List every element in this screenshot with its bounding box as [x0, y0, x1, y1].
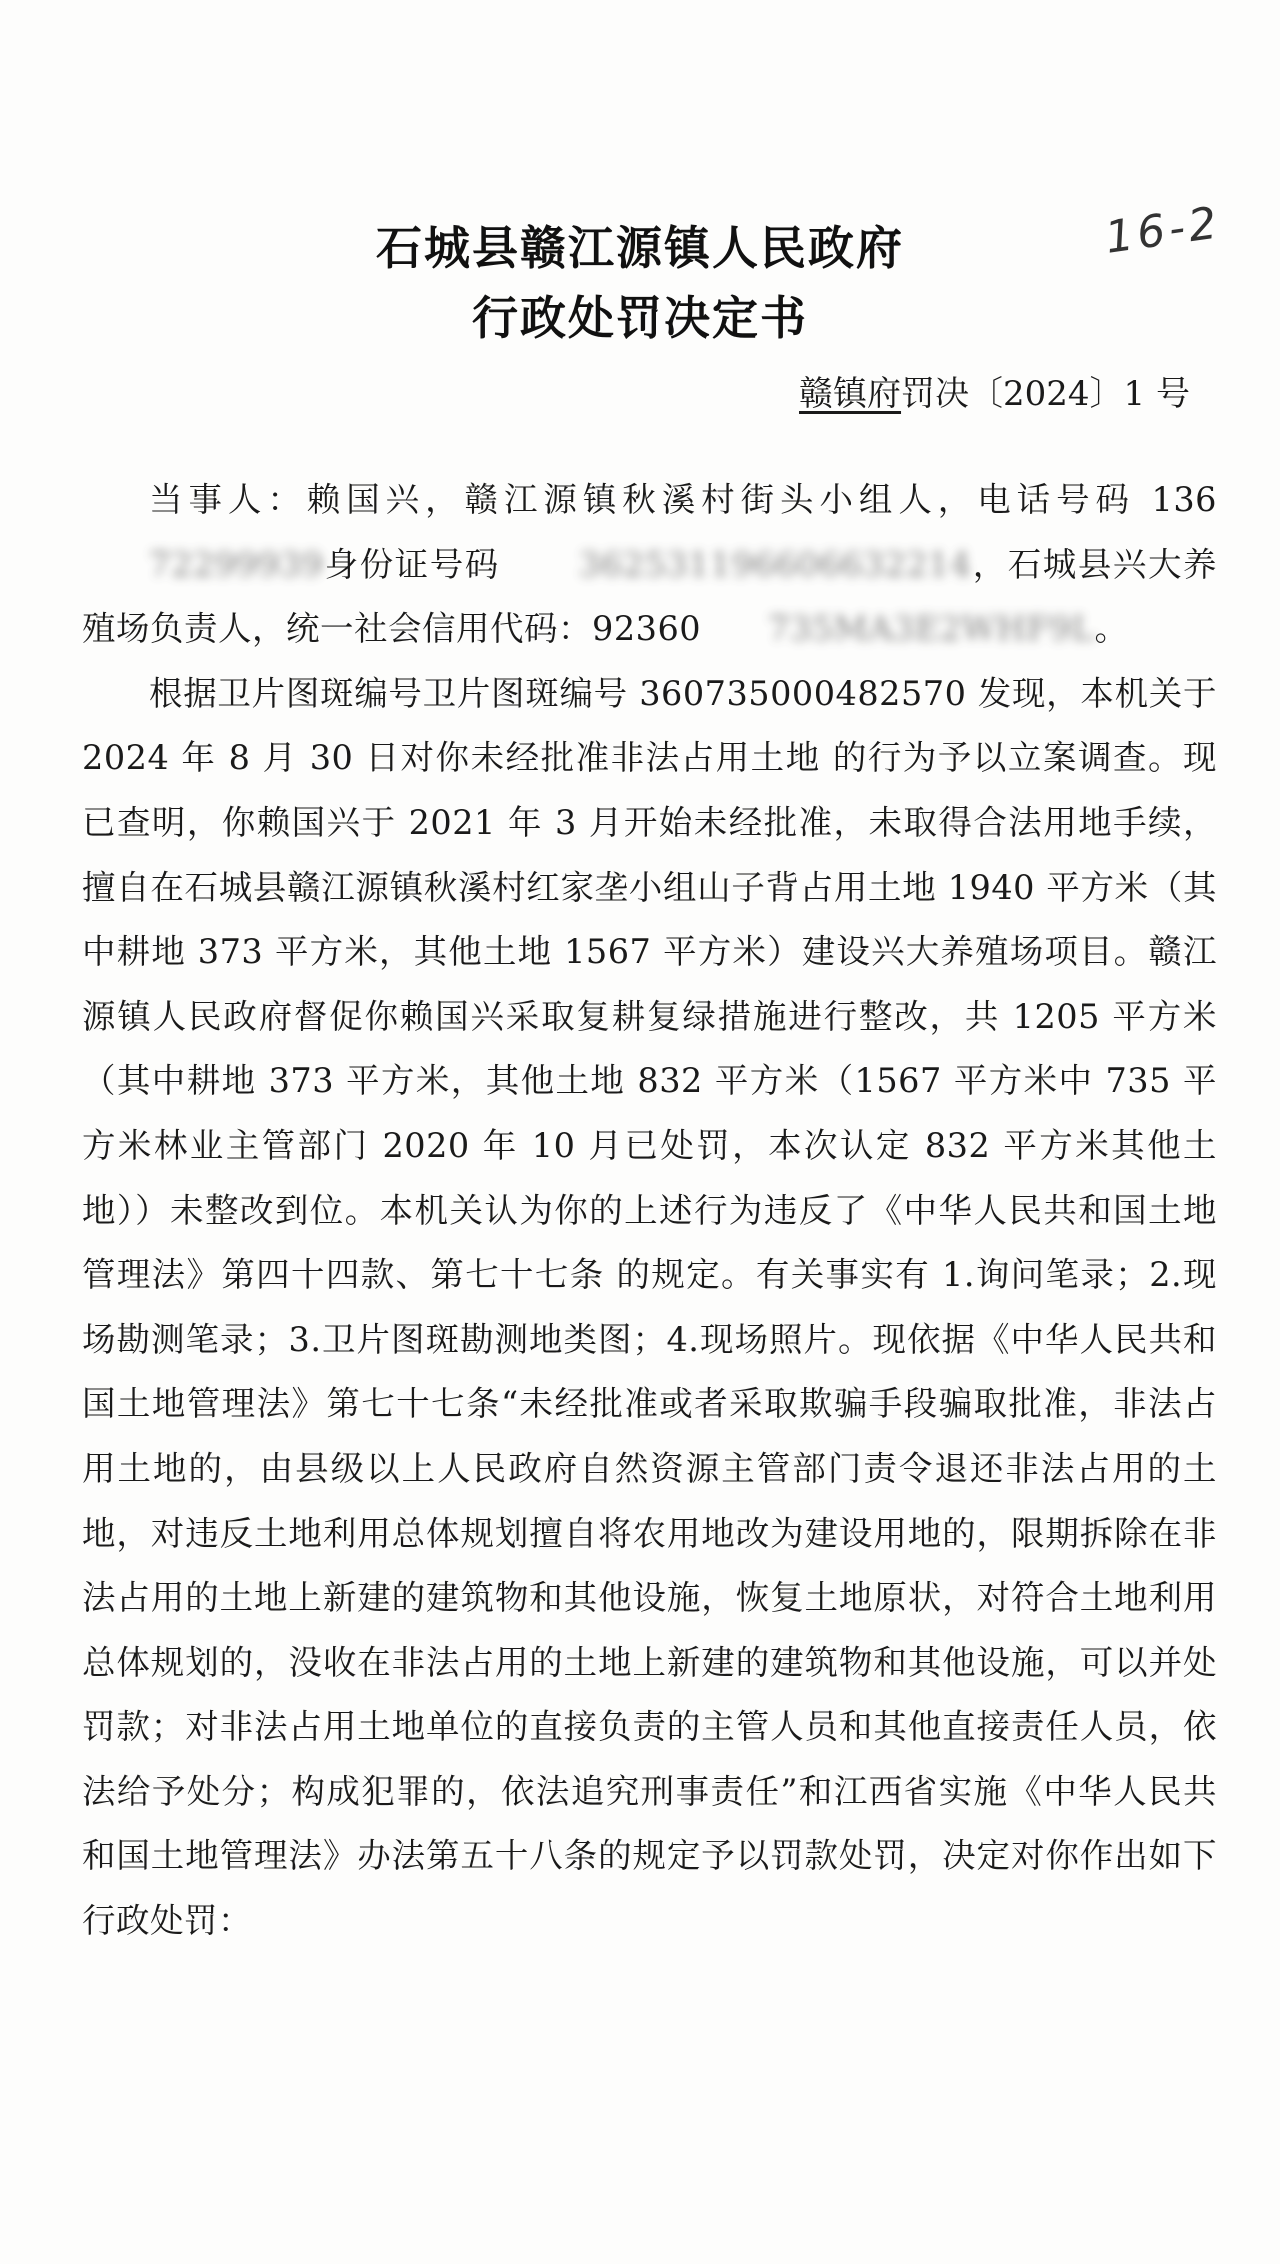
redacted-phone: 72299939: [149, 544, 324, 584]
party-paragraph: [82, 468, 1217, 662]
document-number-suffix: 罚决〔2024〕1 号: [901, 374, 1190, 414]
facts-paragraph: 根据卫片图斑编号卫片图斑编号 360735000482570 发现，本机关于 2024 年 8 月 30 日对你未经批准非法占用土地 的行为予以立案调查。现已查明，你赖国兴于 2021 年 3 月开始未经批准，未取得合法用地手续，擅自在石城县赣江源镇秋溪村红家垄小组山子背占用土地 1940 平方米（其中耕地 373 平方米，其他土地 1567 平方米）建设兴大养殖场项目。赣江源镇人民政府督促你赖国兴采取复耕复绿措施进行整改，共 1205 平方米（其中耕地 373 平方米，其他土地 832 平方米（1567 平方米中 735 平方米林业主管部门 2020 年 10 月已处罚，本次认定 832 平方米其他土地））未整改到位。本机关认为你的上述行为违反了《中华人民共和国土地管理法》第四十四款、第七十七条 的规定。有关事实有 1.询问笔录；2.现场勘测笔录；3.卫片图斑勘测地类图；4.现场照片。现依据《中华人民共和国土地管理法》第七十七条“未经批准或者采取欺骗手段骗取批准，非法占用土地的，由县级以上人民政府自然资源主管部门责令退还非法占用的土地，对违反土地利用总体规划擅自将农用地改为建设用地的，限期拆除在非法占用的土地上新建的建筑物和其他设施，恢复土地原状，对符合土地利用总体规划的，没收在非法占用的土地上新建的建筑物和其他设施，可以并处罚款；对非法占用土地单位的直接负责的主管人员和其他直接责任人员，依法给予处分；构成犯罪的，依法追究刑事责任”和江西省实施《中华人民共和国土地管理法》办法第五十八条的规定予以罚款处罚，决定对你作出如下行政处罚：: [82, 673, 1217, 1941]
party-text-after-id: ，石城县兴大养殖场负责人，统一社会信用代码：92360: [82, 544, 1217, 649]
party-id-label: 身份证号码: [323, 544, 512, 584]
document-title-issuer: 石城县赣江源镇人民政府: [376, 221, 904, 275]
party-text-end: 。: [1094, 609, 1129, 649]
party-text-start: 当事人：赖国兴，赣江源镇秋溪村街头小组人，电话号码 136: [149, 480, 1217, 519]
document-number: [791, 366, 1190, 415]
handwritten-page-note: 16-2: [1102, 197, 1224, 264]
document-body: [82, 468, 1217, 1954]
document-title-type: 行政处罚决定书: [472, 291, 808, 345]
redacted-credit-code: 735MA3E2WHF9L: [768, 609, 1095, 649]
redacted-id-number: 362531196606632214: [579, 544, 972, 584]
document-number-prefix: 赣镇府: [799, 374, 902, 414]
